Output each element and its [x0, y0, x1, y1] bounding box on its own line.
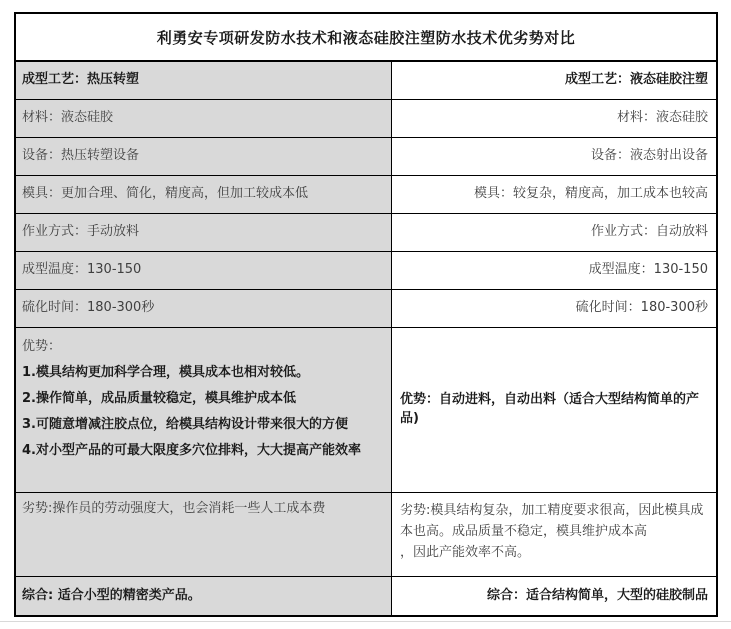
cell-molding-temperature-right: 成型温度：130-150 — [392, 252, 716, 289]
cell-molding-temperature-left: 成型温度：130-150 — [16, 252, 392, 289]
disadvantages-right-line-1: 劣势:模具结构复杂，加工精度要求很高，因此模具成本也高。成品质量不稳定，模具维护成本高 — [400, 503, 704, 539]
cell-summary-left: 综合: 适合小型的精密类产品。 — [16, 577, 392, 615]
table-row-material — [16, 100, 716, 138]
cell-equipment-left: 设备：热压转塑设备 — [16, 138, 392, 175]
disadvantages-right-line-2: ，因此产能效率不高。 — [400, 545, 531, 560]
cell-disadvantages-left: 劣势:操作员的劳动强度大，也会消耗一些人工成本费 — [16, 493, 392, 576]
cell-curing-time-right: 硫化时间：180-300秒 — [392, 290, 716, 327]
cell-operation-mode-right: 作业方式：自动放料 — [392, 214, 716, 251]
cell-mold-left: 模具：更加合理、简化，精度高，但加工较成本低 — [16, 176, 392, 213]
cell-advantages-left — [16, 328, 392, 492]
table-row-mold — [16, 176, 716, 214]
table-row-molding-temperature — [16, 252, 716, 290]
table-row-operation-mode — [16, 214, 716, 252]
advantages-item-1: 1.模具结构更加科学合理，模具成本也相对较低。 — [22, 365, 309, 380]
advantages-label: 优势： — [22, 339, 62, 354]
cell-equipment-right: 设备：液态射出设备 — [392, 138, 716, 175]
cell-mold-right: 模具：较复杂，精度高，加工成本也较高 — [392, 176, 716, 213]
advantages-item-4: 4.对小型产品的可最大限度多穴位排料，大大提高产能效率 — [22, 443, 361, 458]
cell-molding-process-left: 成型工艺：热压转塑 — [16, 62, 392, 99]
table-title: 利勇安专项研发防水技术和液态硅胶注塑防水技术优劣势对比 — [16, 14, 716, 62]
table-row-summary — [16, 577, 716, 615]
table-row-molding-process — [16, 62, 716, 100]
advantages-item-2: 2.操作简单，成品质量较稳定，模具维护成本低 — [22, 391, 296, 406]
gridline-shadow — [0, 621, 731, 622]
advantages-item-3: 3.可随意增减注胶点位，给模具结构设计带来很大的方便 — [22, 417, 348, 432]
cell-material-left: 材料：液态硅胶 — [16, 100, 392, 137]
cell-disadvantages-right — [392, 493, 716, 576]
cell-material-right: 材料：液态硅胶 — [392, 100, 716, 137]
table-row-curing-time — [16, 290, 716, 328]
cell-advantages-right: 优势：自动进料，自动出料（适合大型结构简单的产品) — [392, 328, 716, 492]
cell-molding-process-right: 成型工艺：液态硅胶注塑 — [392, 62, 716, 99]
cell-summary-right: 综合：适合结构简单，大型的硅胶制品 — [392, 577, 716, 615]
cell-operation-mode-left: 作业方式：手动放料 — [16, 214, 392, 251]
table-row-disadvantages — [16, 493, 716, 577]
table-row-equipment — [16, 138, 716, 176]
cell-curing-time-left: 硫化时间：180-300秒 — [16, 290, 392, 327]
comparison-table — [14, 12, 718, 617]
table-row-advantages — [16, 328, 716, 493]
